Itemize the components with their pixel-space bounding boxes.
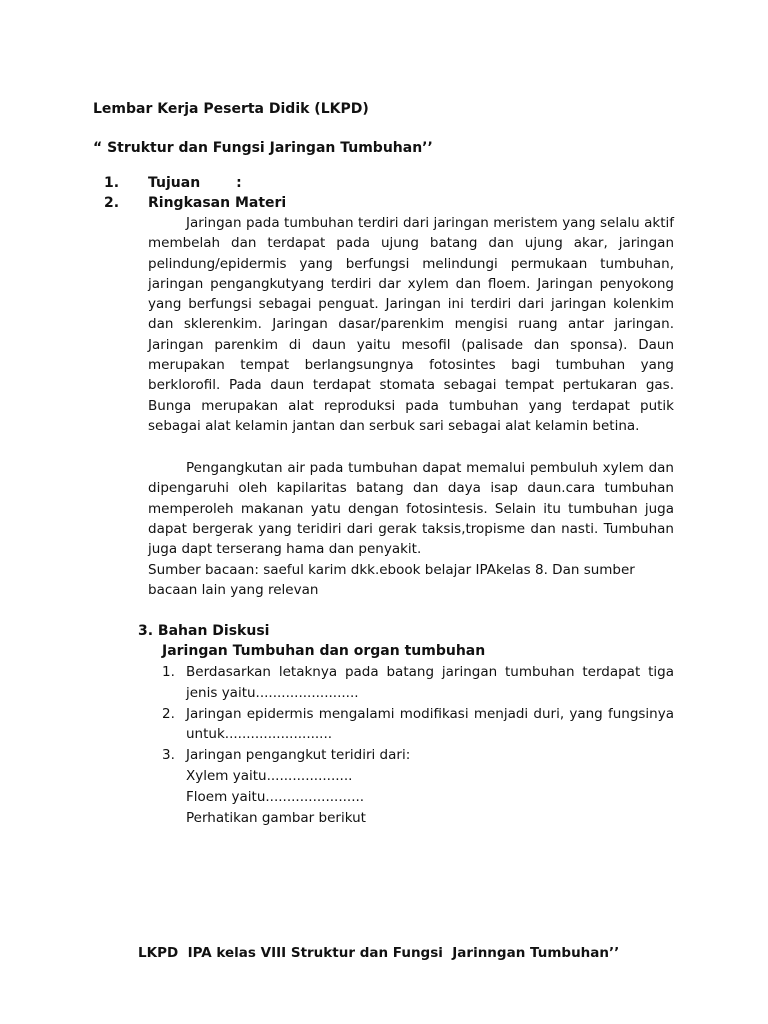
item-label: Ringkasan Materi	[148, 195, 287, 211]
section-heading-bahan-diskusi: 3. Bahan Diskusi	[138, 623, 270, 639]
question-number: 3.	[162, 747, 175, 764]
page-footer: LKPD IPA kelas VIII Struktur dan Fungsi Jarinngan Tumbuhan’’	[138, 945, 620, 961]
question-text: Jaringan pengangkut teridiri dari:	[186, 747, 411, 764]
item-ringkasan-materi	[104, 195, 286, 211]
document-subtitle: “ Struktur dan Fungsi Jaringan Tumbuhan’’	[93, 140, 433, 156]
list-item	[162, 704, 674, 746]
item-number: 1.	[104, 175, 120, 191]
item-suffix: :	[236, 175, 242, 191]
floem-line: Floem yaitu.......................	[186, 788, 365, 805]
question-number: 1.	[162, 664, 175, 680]
question-text: Jaringan epidermis mengalami modifikasi menjadi duri, yang fungsinya untuk.........................	[186, 705, 674, 743]
source-note: Sumber bacaan: saeful karim dkk.ebook belajar IPAkelas 8. Dan sumber bacaan lain yang relevan	[148, 562, 635, 599]
question-list	[162, 662, 674, 828]
list-item	[162, 662, 674, 704]
section-subheading: Jaringan Tumbuhan dan organ tumbuhan	[162, 643, 486, 659]
xylem-line: Xylem yaitu....................	[186, 767, 353, 784]
summary-paragraph-2: Pengangkutan air pada tumbuhan dapat memalui pembuluh xylem dan dipengaruhi oleh kapilaritas batang dan daya isap daun.cara tumbuhan memperoleh makanan yatu dengan fotosintesis. Selain itu tumbuhan juga dapat bergerak yang teridiri dari gerak taksis,tropisme dan nasti. Tumbuhan juga dapt terserang hama dan penyakit.	[148, 460, 674, 558]
item-label: Tujuan	[148, 175, 201, 191]
document-title: Lembar Kerja Peserta Didik (LKPD)	[93, 101, 369, 117]
item-number: 2.	[104, 195, 120, 211]
list-item	[162, 745, 674, 766]
summary-paragraph-1: Jaringan pada tumbuhan terdiri dari jaringan meristem yang selalu aktif membelah dan terdapat pada ujung batang dan ujung akar, jaringan pelindung/epidermis yang berfungsi melindungi permukaan tumbuhan, jaringan pengangkutyang terdiri dar xylem dan floem. Jaringan penyokong yang berfungsi sebagai penguat. Jaringan ini terdiri dari jaringan kolenkim dan sklerenkim. Jaringan dasar/parenkim mengisi ruang antar jaringan. Jaringan parenkim di daun yaitu mesofil (palisade dan sponsa). Daun merupakan tempat berlangsungnya fotosintes bagi tumbuhan yang berklorofil. Pada daun terdapat stomata sebagai tempat pertukaran gas. Bunga merupakan alat reproduksi pada tumbuhan yang terdapat putik sebagai alat kelamin jantan dan serbuk sari sebagai alat kelamin betina.	[148, 215, 674, 434]
question-number: 2.	[162, 705, 175, 722]
image-instruction: Perhatikan gambar berikut	[186, 809, 366, 826]
item-tujuan	[104, 175, 242, 191]
question-text: Berdasarkan letaknya pada batang jaringan tumbuhan terdapat tiga jenis yaitu........................	[186, 664, 674, 701]
